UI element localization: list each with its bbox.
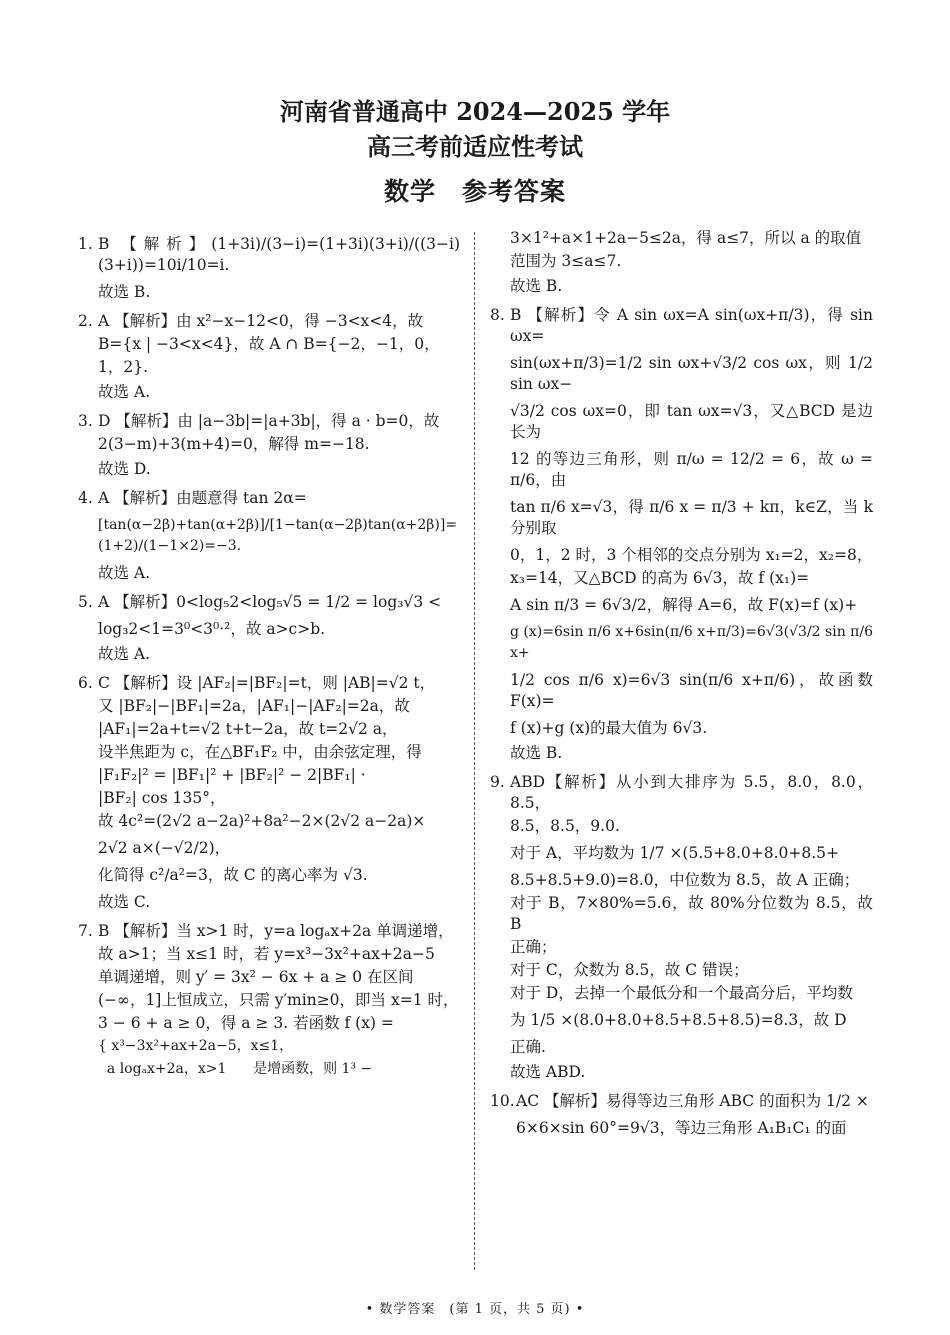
answer-line: 2(3−m)+3(m+4)=0，解得 m=−18. bbox=[98, 435, 370, 453]
answer-conclusion: 故选 ABD. bbox=[510, 1063, 586, 1081]
answer-line: (−∞，1]上恒成立，只需 y′min≥0，即当 x=1 时， bbox=[98, 991, 459, 1009]
answer-line: 范围为 3≤a≤7. bbox=[510, 252, 622, 270]
question-number: 9. bbox=[490, 773, 505, 791]
answer-line: 6×6×sin 60°=9√3，等边三角形 A₁B₁C₁ 的面 bbox=[516, 1119, 847, 1137]
answer-line: 为 1/5 ×(8.0+8.0+8.5+8.5+8.5)=8.3，故 D bbox=[510, 1011, 847, 1029]
answer-line: 故 a>1；当 x≤1 时，若 y=x³−3x²+ax+2a−5 bbox=[98, 945, 435, 963]
answer-line: { x³−3x²+ax+2a−5，x≤1， bbox=[98, 1038, 294, 1054]
answer-item-2 bbox=[78, 311, 460, 403]
answer-conclusion: 故选 A. bbox=[98, 383, 151, 401]
answer-line: A 【解析】0<log₅2<log₅√5 = 1/2 = log₃√3 < bbox=[98, 593, 442, 611]
answer-conclusion: 故选 B. bbox=[510, 744, 563, 762]
answer-line: AC 【解析】易得等边三角形 ABC 的面积为 1/2 × bbox=[516, 1092, 869, 1110]
answer-line: C 【解析】设 |AF₂|=|BF₂|=t，则 |AB|=√2 t， bbox=[98, 674, 436, 692]
question-number: 6. bbox=[78, 674, 93, 692]
answer-line: B 【解析】(1+3i)/(3−i)=(1+3i)(3+i)/((3−i)(3+i))=10i/10=i. bbox=[98, 235, 460, 274]
answer-line: 单调递增，则 y′ = 3x² − 6x + a ≥ 0 在区间 bbox=[98, 968, 414, 986]
answer-line: 正确. bbox=[510, 1038, 546, 1056]
answer-line: 8.5+8.5+9.0)=8.0，中位数为 8.5，故 A 正确； bbox=[510, 871, 860, 889]
answer-line: |F₁F₂|² = |BF₁|² + |BF₂|² − 2|BF₁| · bbox=[98, 766, 366, 784]
answer-item-3 bbox=[78, 411, 460, 480]
answer-line: A 【解析】由 x²−x−12<0，得 −3<x<4，故 bbox=[98, 312, 424, 330]
answer-line: |BF₂| cos 135°， bbox=[98, 789, 226, 807]
answer-line: a logₐx+2a，x>1 是增函数，则 1³ − bbox=[98, 1061, 373, 1077]
answer-line: 对于 B，7×80%=5.6，故 80%分位数为 8.5，故 B bbox=[510, 894, 873, 933]
answer-item-9 bbox=[490, 772, 873, 1083]
left-column bbox=[78, 228, 460, 1082]
answer-line: 故 4c²=(2√2 a−2a)²+8a²−2×(2√2 a−2a)× bbox=[98, 812, 426, 830]
answer-line: √3/2 cos ωx=0，即 tan ωx=√3，又△BCD 是边长为 bbox=[510, 402, 873, 441]
answer-line: ABD【解析】从小到大排序为 5.5，8.0，8.0，8.5， bbox=[510, 773, 873, 812]
question-number: 2. bbox=[78, 312, 93, 330]
answer-line: B 【解析】令 A sin ωx=A sin(ωx+π/3)，得 sin ωx= bbox=[510, 306, 873, 345]
answer-item-8 bbox=[490, 305, 873, 764]
answer-line: A sin π/3 = 6√3/2，解得 A=6，故 F(x)=f (x)+ bbox=[510, 596, 858, 614]
answer-line: 2√2 a×(−√2/2)， bbox=[98, 839, 231, 857]
answer-line: 又 |BF₂|−|BF₁|=2a，|AF₁|−|AF₂|=2a，故 bbox=[98, 697, 410, 715]
answer-line: [tan(α−2β)+tan(α+2β)]/[1−tan(α−2β)tan(α+2β)]=(1+2)/(1−1×2)=−3. bbox=[98, 517, 458, 554]
answer-line: B={x | −3<x<4}，故 A ∩ B={−2，−1，0， bbox=[98, 335, 440, 353]
answer-line: x₃=14，又△BCD 的高为 6√3，故 f (x₁)= bbox=[510, 569, 810, 587]
answer-line: 1/2 cos π/6 x)=6√3 sin(π/6 x+π/6)，故函数 F(x)= bbox=[510, 671, 873, 710]
answer-line: 8.5，8.5，9.0. bbox=[510, 817, 620, 835]
answer-line: 化简得 c²/a²=3，故 C 的离心率为 √3. bbox=[98, 866, 368, 884]
answer-conclusion: 故选 A. bbox=[98, 564, 151, 582]
answer-line: 正确； bbox=[510, 938, 557, 956]
answer-line: log₃2<1=3⁰<3⁰·²，故 a>c>b. bbox=[98, 620, 326, 638]
question-number: 5. bbox=[78, 593, 93, 611]
answer-conclusion: 故选 D. bbox=[98, 460, 151, 478]
answer-line: 对于 A，平均数为 1/7 ×(5.5+8.0+8.0+8.5+ bbox=[510, 844, 840, 862]
question-number: 3. bbox=[78, 412, 93, 430]
answer-conclusion: 故选 C. bbox=[98, 893, 151, 911]
right-column bbox=[490, 228, 873, 1145]
answer-item-1 bbox=[78, 234, 460, 303]
question-number: 1. bbox=[78, 235, 93, 253]
subject-heading: 数学 参考答案 bbox=[383, 177, 566, 206]
answer-item-7 bbox=[78, 921, 460, 1080]
answer-conclusion: 故选 B. bbox=[510, 277, 563, 295]
answer-item-10 bbox=[490, 1091, 873, 1139]
question-number: 10. bbox=[490, 1092, 515, 1110]
answer-line: 3×1²+a×1+2a−5≤2a，得 a≤7，所以 a 的取值 bbox=[510, 229, 862, 247]
answer-item-7-continued bbox=[490, 228, 873, 297]
answer-line: 3 − 6 + a ≥ 0，得 a ≥ 3. 若函数 f (x) = bbox=[98, 1014, 394, 1032]
answer-line: g (x)=6sin π/6 x+6sin(π/6 x+π/3)=6√3(√3/2 sin π/6 x+ bbox=[510, 624, 873, 661]
answer-line: sin(ωx+π/3)=1/2 sin ωx+√3/2 cos ωx，则 1/2 sin ωx− bbox=[510, 354, 873, 393]
answer-item-4 bbox=[78, 488, 460, 584]
question-number: 8. bbox=[490, 306, 505, 324]
answer-line: f (x)+g (x)的最大值为 6√3. bbox=[510, 719, 708, 737]
page-footer: • 数学答案 (第 1 页，共 5 页) • bbox=[365, 1302, 585, 1317]
answer-conclusion: 故选 B. bbox=[98, 283, 151, 301]
answer-line: B 【解析】当 x>1 时，y=a logₐx+2a 单调递增， bbox=[98, 922, 454, 940]
answer-conclusion: 故选 A. bbox=[98, 645, 151, 663]
answer-line: 1，2}. bbox=[98, 358, 149, 376]
question-number: 7. bbox=[78, 922, 93, 940]
question-number: 4. bbox=[78, 489, 93, 507]
exam-title: 河南省普通高中 2024—2025 学年 bbox=[279, 97, 671, 126]
column-divider bbox=[474, 232, 475, 1270]
answer-line: 12 的等边三角形，则 π/ω = 12/2 = 6，故 ω = π/6，由 bbox=[510, 450, 873, 489]
answer-line: |AF₁|=2a+t=√2 t+t−2a，故 t=2√2 a， bbox=[98, 720, 398, 738]
answer-line: 设半焦距为 c，在△BF₁F₂ 中，由余弦定理，得 bbox=[98, 743, 422, 761]
exam-subtitle: 高三考前适应性考试 bbox=[367, 132, 583, 161]
answer-item-5 bbox=[78, 592, 460, 665]
answer-item-6 bbox=[78, 673, 460, 913]
answer-line: A 【解析】由题意得 tan 2α= bbox=[98, 489, 307, 507]
answer-line: tan π/6 x=√3，得 π/6 x = π/3 + kπ，k∈Z，当 k 分别取 bbox=[510, 498, 873, 537]
answer-line: D 【解析】由 |a−3b|=|a+3b|，得 a · b=0，故 bbox=[98, 412, 440, 430]
answer-line: 对于 D，去掉一个最低分和一个最高分后，平均数 bbox=[510, 984, 853, 1002]
answer-line: 对于 C，众数为 8.5，故 C 错误； bbox=[510, 961, 749, 979]
answer-line: 0，1，2 时，3 个相邻的交点分别为 x₁=2，x₂=8， bbox=[510, 546, 873, 564]
